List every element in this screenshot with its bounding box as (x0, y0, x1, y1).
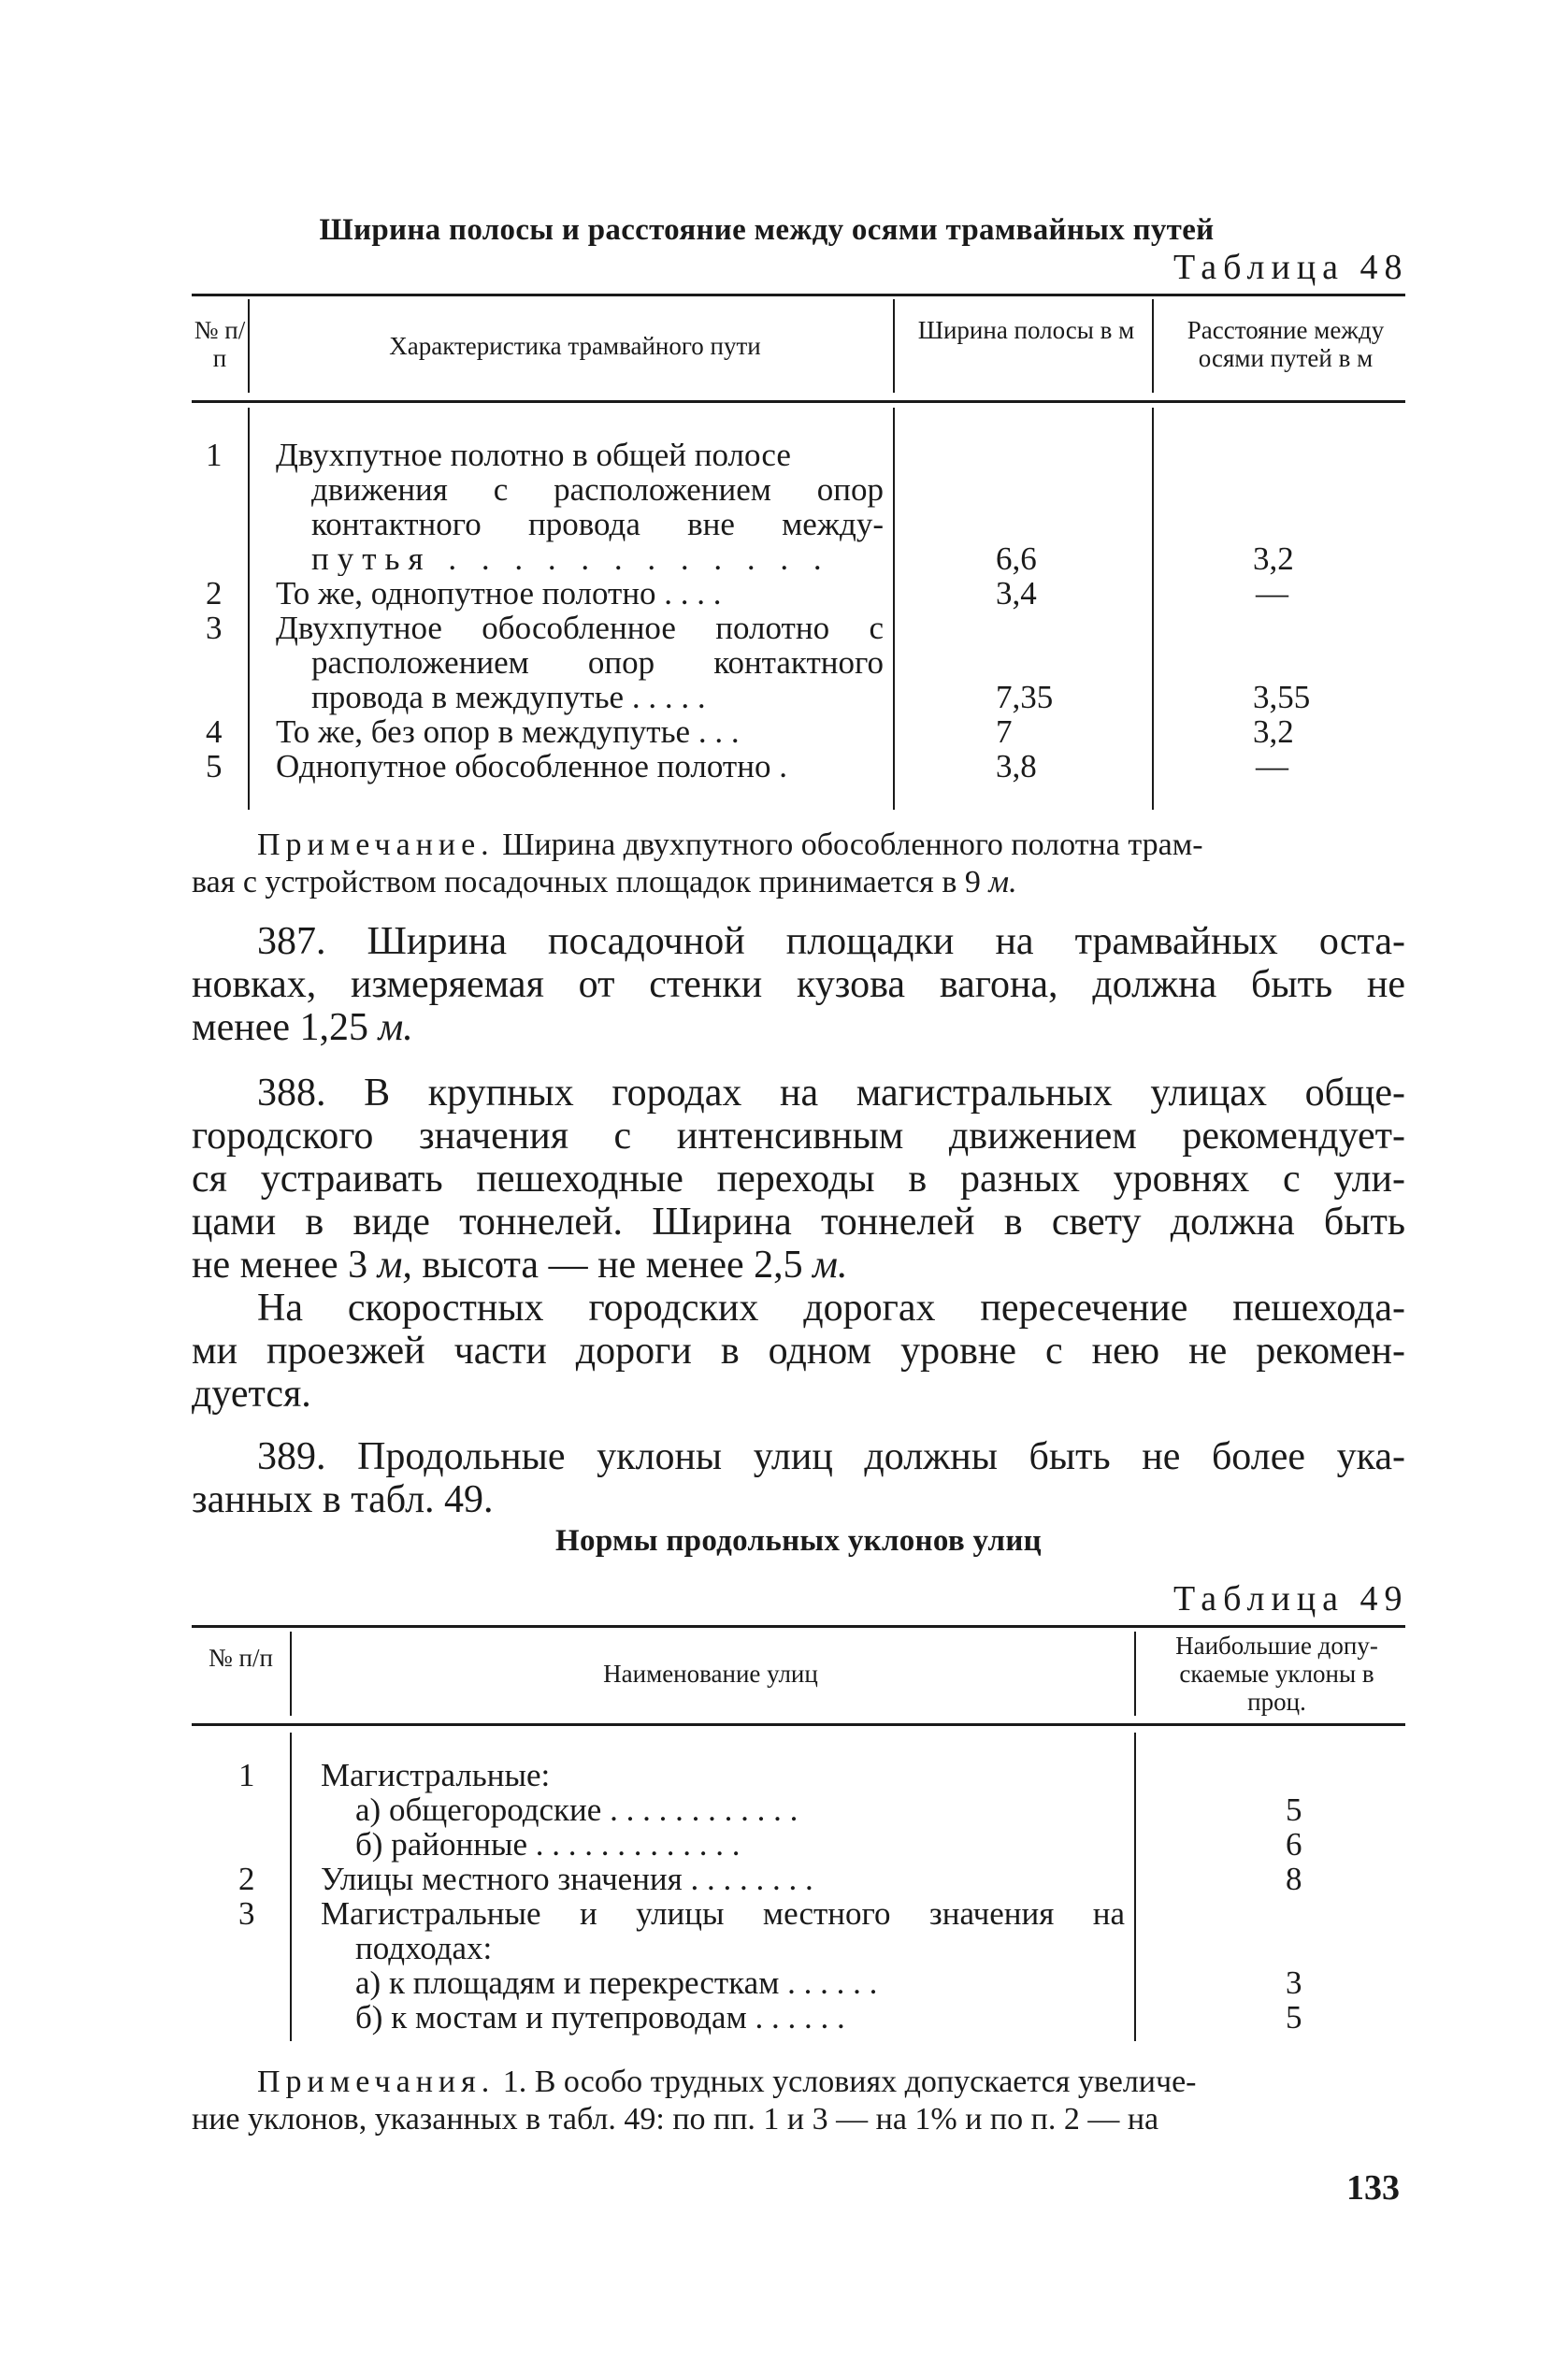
p388-line5-unit1: м, (377, 1244, 412, 1287)
table48-body-divider-2 (893, 408, 895, 810)
table49-header-grade: Наибольшие допу- скаемые уклоны в проц. (1175, 1632, 1378, 1716)
p389-line1: 389. Продольные уклоны улиц должны быть не более ука- (257, 1435, 1405, 1478)
table49-col-divider-2 (1134, 1632, 1136, 1716)
table48-row5-line1: Однопутное обособленное полотно . (276, 748, 787, 784)
table49-line6-text: подходах: (355, 1930, 493, 1966)
table48-row1-line2: движения с расположением опор (311, 471, 884, 508)
p388-line5-unit2: м. (813, 1244, 848, 1287)
table48-label: Таблица 48 (1173, 248, 1409, 287)
table48-caption: Ширина полосы и расстояние между осями трамвайных путей (319, 213, 1215, 247)
table48-row1-num: 1 (206, 437, 223, 473)
table49-note-text1: 1. В особо трудных условиях допускается увеличе- (495, 2065, 1197, 2099)
table49-line4-num: 2 (238, 1861, 255, 1897)
p389-line2: занных в табл. 49. (192, 1478, 494, 1521)
table48-row3-line2: расположением опор контактного (311, 644, 884, 681)
table49-note-line2: ние уклонов, указанных в табл. 49: по пп. 1 и 3 — на 1% и по п. 2 — на (192, 2102, 1159, 2137)
table48-row1-width: 6,6 (996, 540, 1037, 577)
table49-line2-text: а) общегородские . . . . . . . . . . . . (355, 1791, 798, 1828)
table49-top-rule (192, 1625, 1405, 1628)
table49-line8-value: 5 (1286, 1999, 1302, 2036)
table49-header-num: № п/п (209, 1644, 273, 1672)
table49-label: Таблица 49 (1173, 1579, 1409, 1619)
table48-row3-width: 7,35 (996, 679, 1054, 715)
table48-header-num: № п/п (194, 316, 246, 372)
table49-body-divider-2 (1134, 1733, 1136, 2041)
p388-line3: ся устраивать пешеходные переходы в разных уровнях с ули- (192, 1158, 1405, 1201)
table48-header-distance: Расстояние между осями путей в м (1187, 316, 1385, 372)
table48-row1-line1: Двухпутное полотно в общей полосе (276, 437, 791, 473)
table48-row4-line1: То же, без опор в междупутье . . . (276, 713, 740, 750)
table48-col-divider-1 (248, 299, 250, 393)
table48-row4-distance: 3,2 (1253, 713, 1294, 750)
table48-note-text2: вая с устройством посадочных площадок принимается в 9 (192, 865, 989, 899)
table48-body-divider-1 (248, 408, 250, 810)
table48-col-divider-2 (893, 299, 895, 393)
table48-row1-line4: путья . . . . . . . . . . . . (311, 541, 830, 576)
table49-line8-text: б) к мостам и путепроводам . . . . . . (355, 1999, 845, 2036)
table49-line7-value: 3 (1286, 1964, 1302, 2001)
table48-row5-width: 3,8 (996, 748, 1037, 784)
table49-header-rule (192, 1723, 1405, 1726)
table48-row5-distance: — (1256, 748, 1288, 784)
table48-note-line1 (257, 827, 1405, 863)
table49-line5-text: Магистральные и улицы местного значения на (321, 1895, 1125, 1932)
table48-col-divider-3 (1152, 299, 1154, 393)
table48-row3-distance: 3,55 (1253, 679, 1311, 715)
table48-row2-width: 3,4 (996, 575, 1037, 611)
table48-row2-line1: То же, однопутное полотно . . . . (276, 575, 722, 611)
table48-body-divider-3 (1152, 408, 1154, 810)
page-number: 133 (1346, 2168, 1400, 2208)
table49-line4-value: 8 (1286, 1861, 1302, 1897)
table48-row5-num: 5 (206, 748, 223, 784)
table49-line4-text: Улицы местного значения . . . . . . . . (321, 1861, 813, 1897)
table48-row3-line3: провода в междупутье . . . . . (311, 679, 706, 715)
p388-line5 (192, 1244, 847, 1287)
table49-line1-num: 1 (238, 1757, 255, 1793)
table49-line5-num: 3 (238, 1895, 255, 1932)
table49-header-name: Наименование улиц (603, 1660, 818, 1688)
p388b-line1: На скоростных городских дорогах пересечение пешехода- (257, 1287, 1405, 1330)
table49-line3-value: 6 (1286, 1826, 1302, 1863)
p388-line1: 388. В крупных городах на магистральных улицах обще- (257, 1072, 1405, 1115)
table48-row2-distance: — (1256, 575, 1288, 611)
table48-row4-width: 7 (996, 713, 1013, 750)
table48-row1-distance: 3,2 (1253, 540, 1294, 577)
p388b-line2: ми проезжей части дороги в одном уровне с нею не рекомен- (192, 1330, 1405, 1373)
table49-caption: Нормы продольных уклонов улиц (555, 1524, 1042, 1558)
p387-line3-text: менее 1,25 (192, 1006, 379, 1049)
table48-note-label: Примечание. (257, 827, 495, 862)
table48-top-rule (192, 294, 1405, 296)
table48-note-line2 (192, 865, 1017, 900)
p388-line4: цами в виде тоннелей. Ширина тоннелей в свету должна быть (192, 1201, 1405, 1244)
p388-line2: городского значения с интенсивным движением рекомендует- (192, 1115, 1405, 1158)
table48-header-width: Ширина полосы в м (917, 316, 1135, 344)
table48-header-rule (192, 400, 1405, 403)
table48-note-text1: Ширина двухпутного обособленного полотна трам- (494, 827, 1203, 862)
table48-note-unit: м. (988, 865, 1017, 899)
table49-col-divider-1 (290, 1632, 292, 1716)
table48-header-characteristic: Характеристика трамвайного пути (389, 332, 761, 360)
p388-line5-text2: высота — не менее 2,5 (411, 1244, 813, 1287)
p387-line3 (192, 1006, 413, 1049)
table49-line7-text: а) к площадям и перекресткам . . . . . . (355, 1964, 878, 2001)
table49-note-label: Примечания. (257, 2065, 496, 2099)
table48-row3-num: 3 (206, 610, 223, 646)
p388b-line3: дуется. (192, 1373, 311, 1416)
table48-row1-line3: контактного провода вне между- (311, 506, 884, 542)
table49-line3-text: б) районные . . . . . . . . . . . . . (355, 1826, 741, 1863)
p388-line5-text1: не менее 3 (192, 1244, 378, 1287)
table49-body-divider-1 (290, 1733, 292, 2041)
p387-line2: новках, измеряемая от стенки кузова вагона, должна быть не (192, 963, 1405, 1006)
table48-row4-num: 4 (206, 713, 223, 750)
table48-row3-line1: Двухпутное обособленное полотно с (276, 610, 884, 646)
table49-line1-text: Магистральные: (321, 1757, 551, 1793)
p387-line1: 387. Ширина посадочной площадки на трамвайных оста- (257, 920, 1405, 963)
p387-line3-unit: м. (378, 1006, 413, 1049)
table49-line2-value: 5 (1286, 1791, 1302, 1828)
table48-row2-num: 2 (206, 575, 223, 611)
table49-note-line1 (257, 2065, 1405, 2100)
